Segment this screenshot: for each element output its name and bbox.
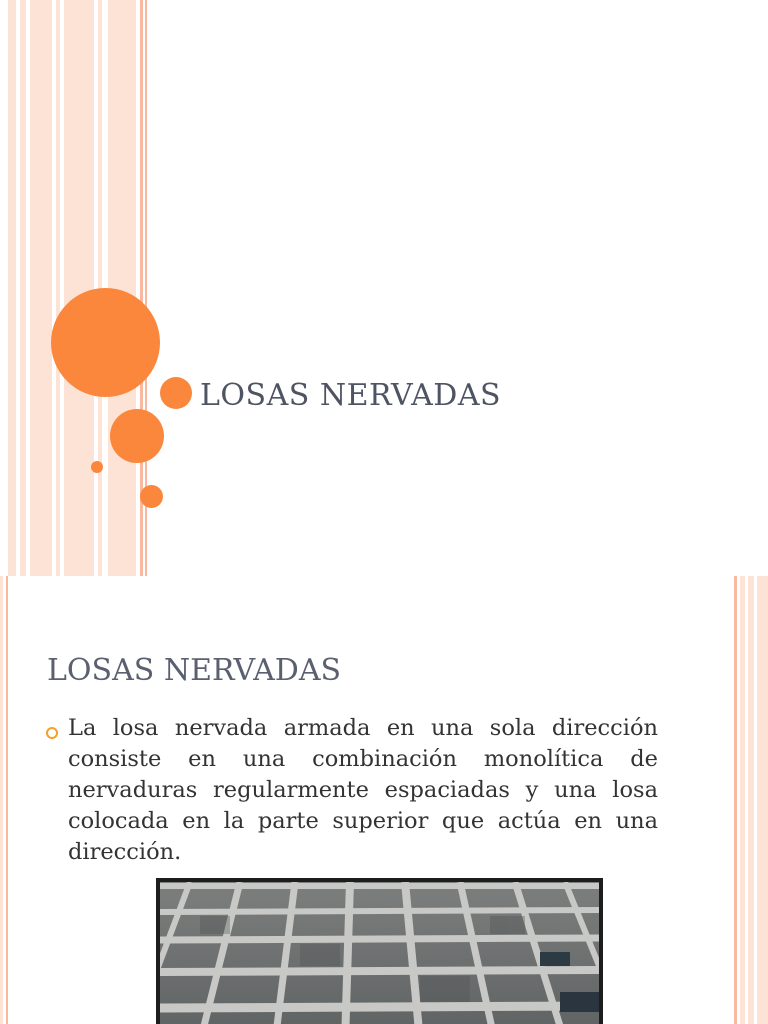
decor-stripe: [757, 576, 768, 1024]
decor-circle-tiny: [91, 461, 103, 473]
decor-stripe: [56, 0, 60, 576]
decor-stripe: [6, 576, 8, 1024]
bullet-paragraph: La losa nervada armada en una sola dirección consiste en una combinación monolítica de nervaduras regularmente espaciadas y una losa colocada en la parte superior que actúa en una dirección.: [68, 715, 658, 865]
decor-circle-small: [160, 377, 192, 409]
decor-stripe: [0, 576, 3, 1024]
decor-circle-medium: [110, 409, 164, 463]
ribbed-slab-photo: [156, 878, 603, 1024]
circle-bullet-icon: [46, 727, 58, 739]
decor-stripe: [8, 0, 16, 576]
content-slide: [0, 576, 768, 1024]
ribbed-slab-image: [160, 882, 599, 1024]
slide-title: LOSAS NERVADAS: [200, 378, 502, 413]
decor-stripe: [734, 576, 737, 1024]
decor-stripe: [748, 576, 754, 1024]
decor-stripe: [64, 0, 94, 576]
bullet-item: [46, 713, 658, 868]
decor-circle-large: [51, 288, 160, 397]
decor-stripe: [740, 576, 745, 1024]
decor-stripe: [20, 0, 26, 576]
decor-circle-small: [140, 485, 163, 508]
decor-stripe: [30, 0, 52, 576]
slide-title: LOSAS NERVADAS: [47, 653, 342, 688]
